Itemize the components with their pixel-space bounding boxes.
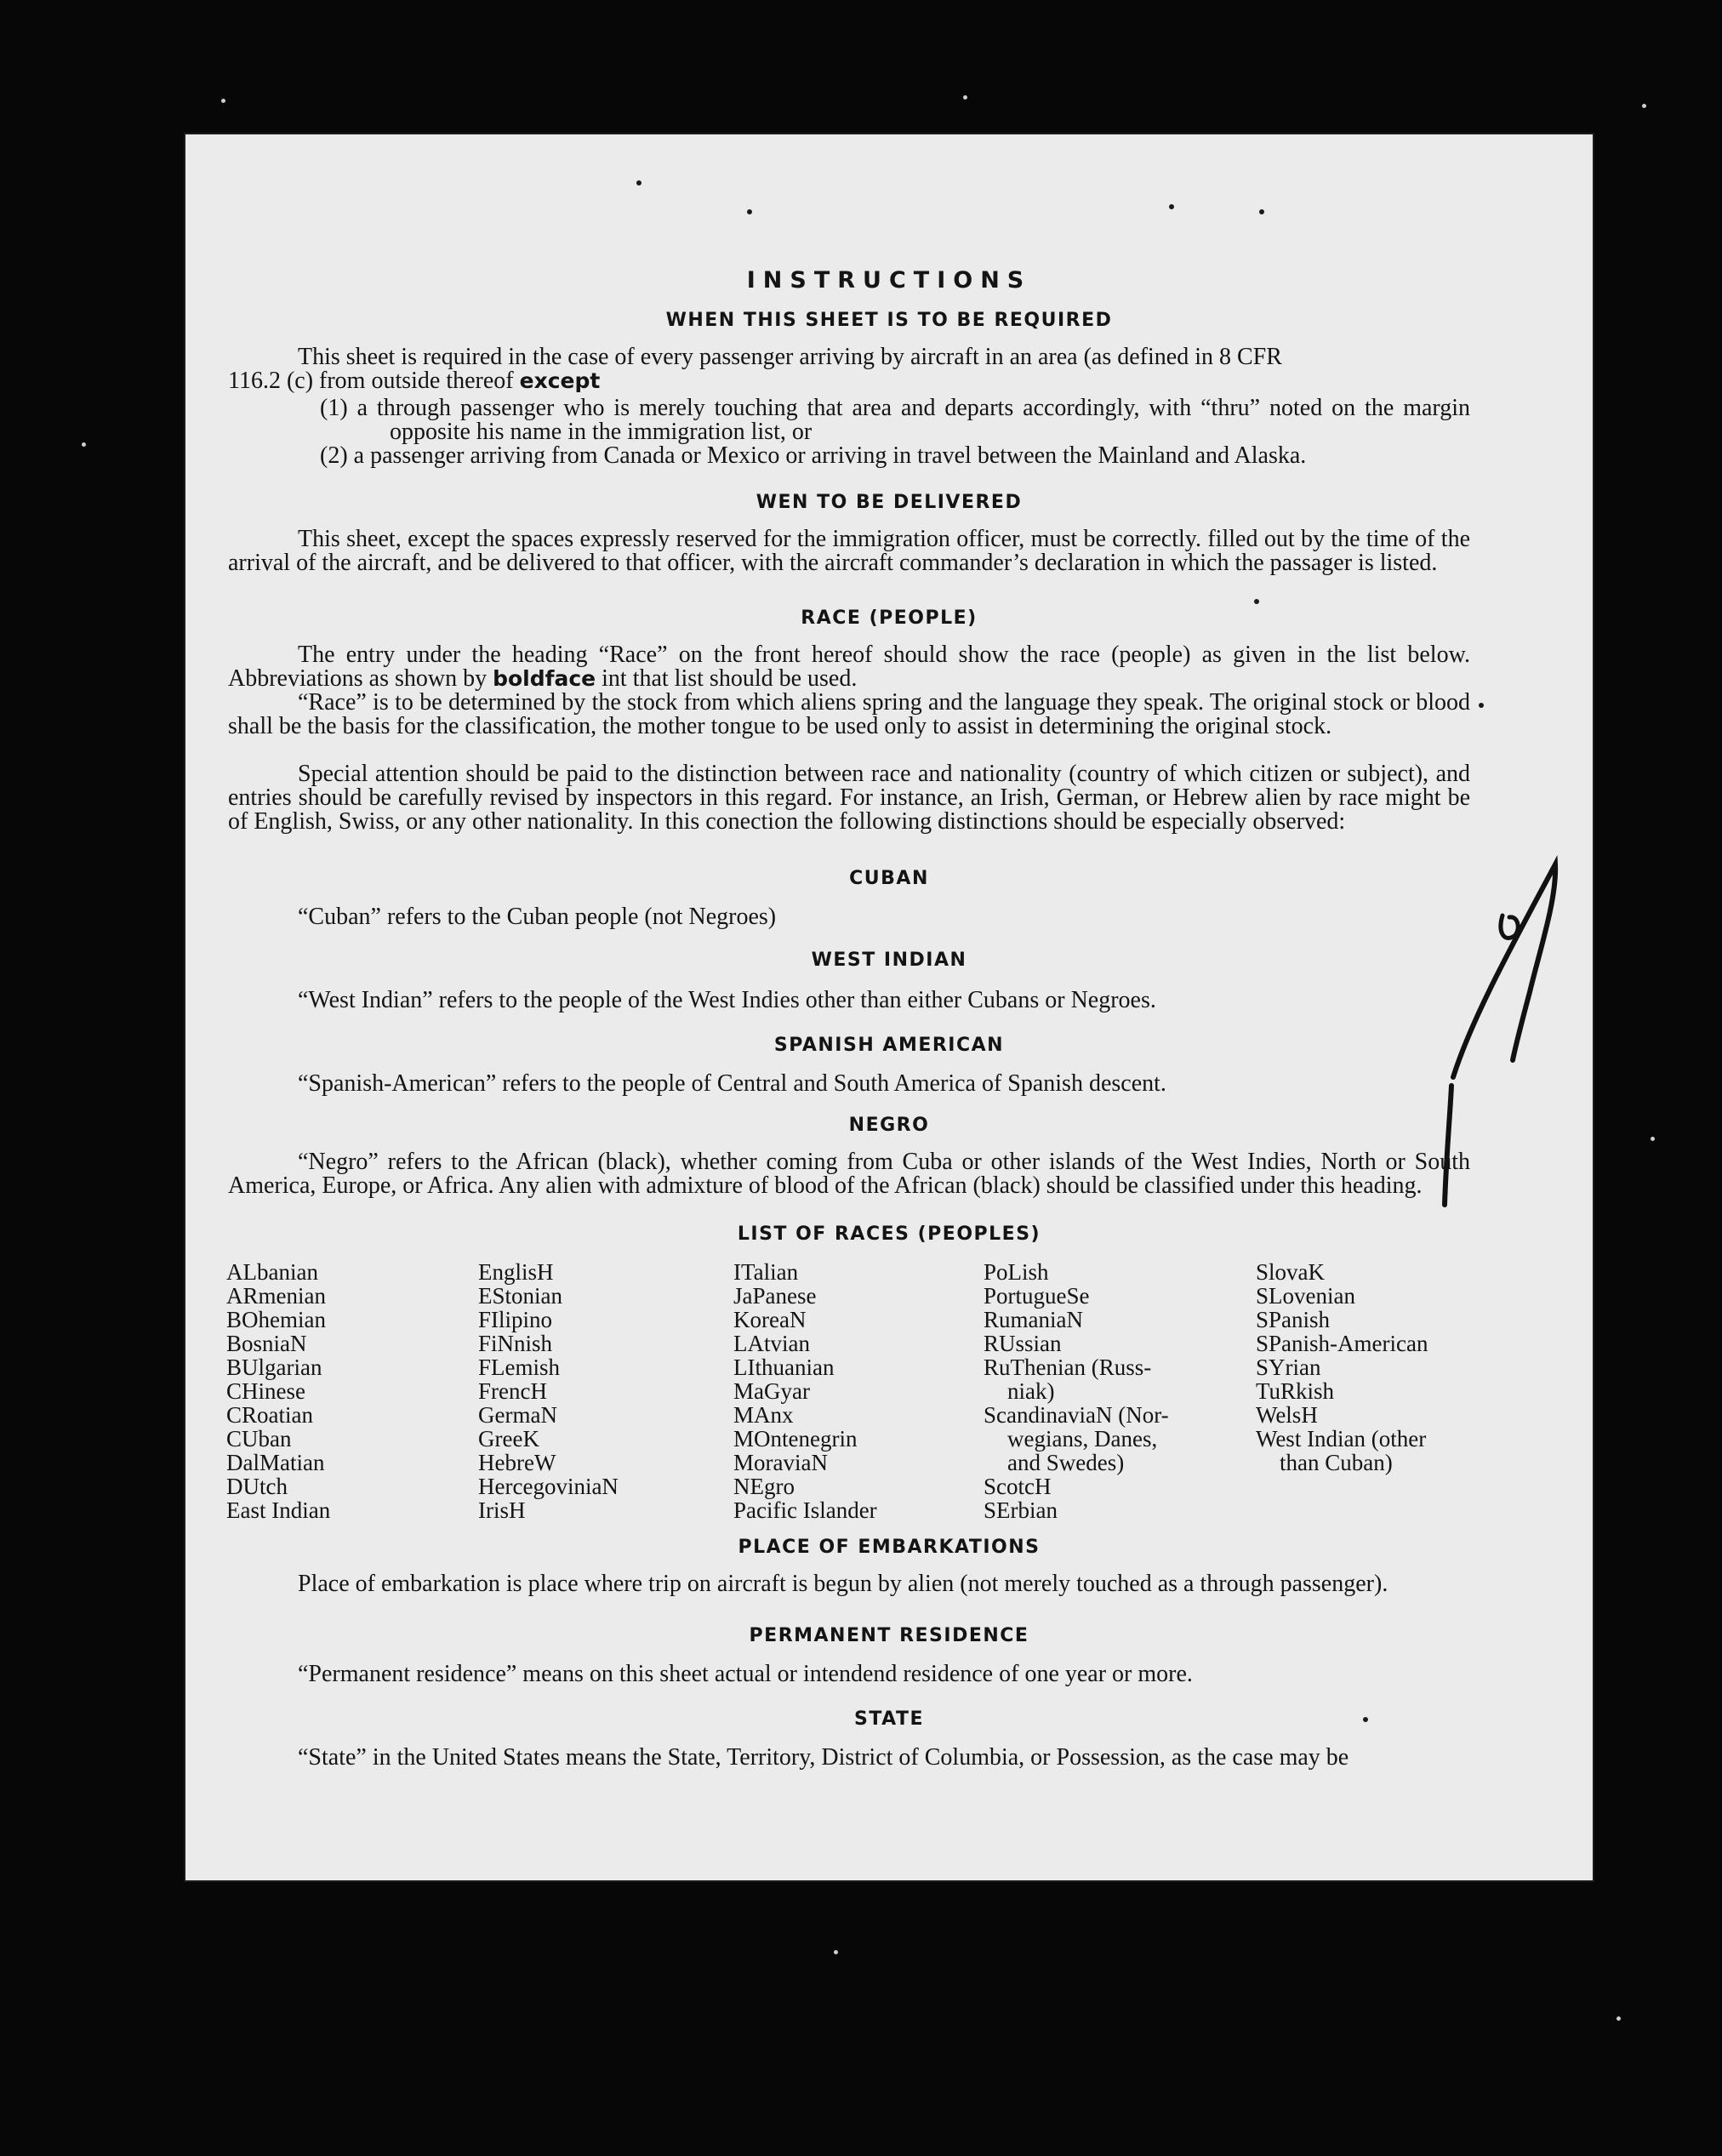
race-entry: SPanish: [1256, 1307, 1331, 1332]
section-heading-races-list: LIST OF RACES (PEOPLES): [737, 1223, 1041, 1245]
race-entry: PoLish: [984, 1259, 1049, 1285]
race-entry: East Indian: [226, 1497, 331, 1523]
race-paragraph-1-after: int that list should be used.: [602, 665, 858, 692]
race-entry: West Indian (other: [1256, 1426, 1427, 1452]
race-entry: ITalian: [733, 1259, 799, 1285]
cuban-text: “Cuban” refers to the Cuban people (not Negroes): [298, 904, 777, 930]
paper-speck: [1169, 204, 1174, 209]
required-line-2: [228, 369, 1470, 393]
required-line-1: This sheet is required in the case of every passenger arriving by aircraft in an area (as defined in 8 CFR: [298, 344, 1282, 370]
race-entry: BOhemian: [226, 1307, 326, 1332]
race-entry: NEgro: [733, 1474, 795, 1499]
west-indian-text: “West Indian” refers to the people of the West Indies other than either Cubans or Negroes.: [298, 987, 1156, 1013]
race-paragraph-3: Special attention should be paid to the distinction between race and nationality (country of which citizen or subject), and entries should be carefully revised by inspectors in this regard. For instance, an Irish, German, or Hebrew alien by race might be of English, Swiss, or any other nationality. In this conection the following distinctions should be especially observed:: [228, 761, 1470, 835]
race-entry: CUban: [226, 1426, 292, 1452]
race-entry: PortugueSe: [984, 1283, 1090, 1309]
paper-speck: [1254, 599, 1259, 604]
section-heading-negro: NEGRO: [848, 1115, 930, 1136]
race-entry: JaPanese: [733, 1283, 817, 1309]
paper-speck: [1259, 209, 1264, 214]
race-entry: BUlgarian: [226, 1355, 322, 1380]
race-paragraph-1-before: The entry under the heading “Race” on the front hereof should show the race (people) as given in the list below. Abbreviations as shown by: [228, 642, 1470, 692]
race-entry: CHinese: [226, 1378, 305, 1404]
race-entry: FiNnish: [478, 1331, 553, 1356]
document-page: [185, 134, 1593, 1880]
race-entry: Pacific Islander: [733, 1497, 877, 1523]
delivered-text: This sheet, except the spaces expressly reserved for the immigration officer, must be correctly. filled out by the time of the arrival of the aircraft, and be delivered to that officer, with the aircraft commander’s declaration in which the passager is listed.: [228, 526, 1470, 576]
race-paragraph-1-bold: boldface: [493, 666, 596, 691]
paper-speck: [636, 180, 641, 185]
film-speck: [1651, 1137, 1655, 1141]
race-entry: CRoatian: [226, 1402, 313, 1428]
required-line-2-text: 116.2 (c) from outside thereof: [228, 368, 514, 394]
race-entry: MOntenegrin: [733, 1426, 858, 1452]
race-entry: RumaniaN: [984, 1307, 1083, 1332]
races-column-4: [984, 1260, 1169, 1522]
race-entry: FIlipino: [478, 1307, 553, 1332]
spanish-american-text: “Spanish-American” refers to the people of Central and South America of Spanish descent.: [298, 1070, 1166, 1097]
race-entry: LAtvian: [733, 1331, 810, 1356]
film-speck: [834, 1950, 838, 1954]
film-speck: [82, 442, 86, 447]
film-speck: [1642, 104, 1646, 108]
race-entry: HercegoviniaN: [478, 1474, 619, 1499]
race-entry: EnglisH: [478, 1259, 554, 1285]
race-entry: RUssian: [984, 1331, 1062, 1356]
race-entry: FrencH: [478, 1378, 547, 1404]
race-entry: SPanish-American: [1256, 1331, 1428, 1356]
race-entry: KoreaN: [733, 1307, 807, 1332]
race-entry: MoraviaN: [733, 1450, 828, 1475]
race-entry: RuThenian (Russ-: [984, 1355, 1152, 1380]
film-speck: [221, 99, 225, 103]
race-entry: WelsH: [1256, 1402, 1318, 1428]
race-entry: IrisH: [478, 1497, 526, 1523]
race-entry-continuation: and Swedes): [1007, 1450, 1125, 1475]
required-item-1: (1) a through passenger who is merely touching that area and departs accordingly, with “thru” noted on the margin opposite his name in the immigration list, or: [320, 395, 1470, 445]
race-entry: DUtch: [226, 1474, 288, 1499]
required-text: [228, 345, 1470, 393]
race-entry: MAnx: [733, 1402, 794, 1428]
race-entry: ALbanian: [226, 1259, 318, 1285]
race-entry: ARmenian: [226, 1283, 326, 1309]
section-heading-cuban: CUBAN: [849, 868, 929, 889]
race-entry-continuation: wegians, Danes,: [1007, 1426, 1158, 1452]
races-column-5: [1256, 1260, 1428, 1474]
race-entry-continuation: niak): [1007, 1378, 1055, 1404]
race-entry: ScandinaviaN (Nor-: [984, 1402, 1169, 1428]
race-entry-continuation: than Cuban): [1280, 1450, 1393, 1475]
section-heading-spanish-american: SPANISH AMERICAN: [773, 1035, 1005, 1056]
race-entry: BosniaN: [226, 1331, 307, 1356]
paper-speck: [1363, 1717, 1368, 1722]
required-item-2: (2) a passenger arriving from Canada or Mexico or arriving in travel between the Mainland and Alaska.: [320, 442, 1307, 469]
race-entry: MaGyar: [733, 1378, 810, 1404]
race-entry: SLovenian: [1256, 1283, 1355, 1309]
races-column-3: [733, 1260, 877, 1522]
section-heading-embarkation: PLACE OF EMBARKATIONS: [738, 1537, 1041, 1558]
race-entry: ScotcH: [984, 1474, 1052, 1499]
race-entry: HebreW: [478, 1450, 556, 1475]
race-entry: FLemish: [478, 1355, 561, 1380]
section-heading-residence: PERMANENT RESIDENCE: [749, 1625, 1029, 1646]
negro-text: “Negro” refers to the African (black), whether coming from Cuba or other islands of the West Indies, North or South America, Europe, or Africa. Any alien with admixture of blood of the African (black) should be classified under this heading.: [228, 1149, 1470, 1199]
residence-text: “Permanent residence” means on this sheet actual or intendend residence of one year or more.: [298, 1661, 1193, 1687]
state-text: “State” in the United States means the State, Territory, District of Columbia, or Possession, as the case may be: [298, 1744, 1349, 1771]
races-column-1: [226, 1260, 330, 1522]
race-entry: LIthuanian: [733, 1355, 835, 1380]
document-title: INSTRUCTIONS: [746, 267, 1032, 294]
race-entry: SYrian: [1256, 1355, 1321, 1380]
section-heading-delivered: WEN TO BE DELIVERED: [756, 492, 1023, 513]
paper-speck: [1479, 703, 1484, 708]
section-heading-state: STATE: [854, 1708, 924, 1730]
film-speck: [963, 95, 967, 100]
paper-speck: [747, 209, 752, 214]
race-entry: EStonian: [478, 1283, 562, 1309]
races-list: [226, 1259, 1554, 1523]
race-entry: DalMatian: [226, 1450, 325, 1475]
race-entry: GreeK: [478, 1426, 539, 1452]
race-paragraph-2: “Race” is to be determined by the stock from which aliens spring and the language they speak. The original stock or blood shall be the basis for the classification, the mother tongue to be used only to assist in determining the original stock.: [228, 689, 1470, 739]
race-entry: TuRkish: [1256, 1378, 1335, 1404]
section-heading-required: WHEN THIS SHEET IS TO BE REQUIRED: [665, 310, 1113, 331]
race-entry: SlovaK: [1256, 1259, 1325, 1285]
embarkation-text: Place of embarkation is place where trip on aircraft is begun by alien (not merely touched as a through passenger).: [298, 1571, 1388, 1597]
handwritten-check-mark: [1421, 847, 1582, 1222]
races-column-2: [478, 1260, 619, 1522]
section-heading-west-indian: WEST INDIAN: [811, 950, 967, 971]
section-heading-race: RACE (PEOPLE): [801, 607, 978, 629]
race-entry: SErbian: [984, 1497, 1058, 1523]
film-speck: [1617, 2016, 1621, 2021]
race-entry: GermaN: [478, 1402, 557, 1428]
race-paragraph-1: [228, 643, 1470, 691]
required-emphasis: except: [519, 368, 601, 393]
